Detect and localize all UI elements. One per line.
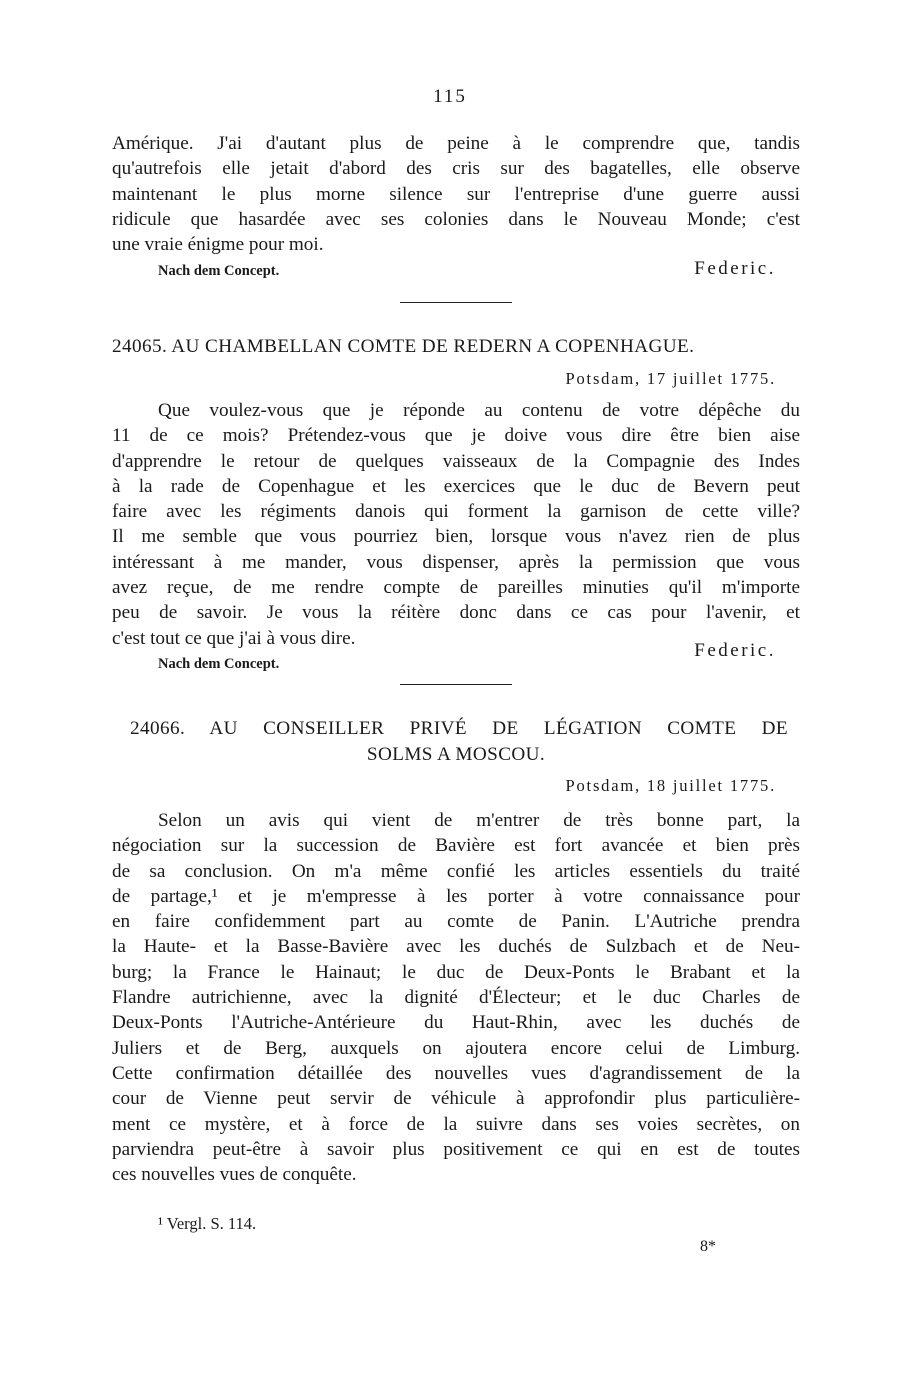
paragraph-continuation [112,131,800,257]
text-line: peu de savoir. Je vous la réitère donc dans ce cas pour l'avenir, et [112,602,800,624]
text-line: une vraie énigme pour moi. [112,234,324,256]
text-line: négociation sur la succession de Bavière est fort avancée et bien près [112,835,800,857]
text-line: la Haute- et la Basse-Bavière avec les duchés de Sulzbach et de Neu- [112,936,800,958]
signature-mark: 8* [700,1238,716,1255]
letter-body [112,808,800,1187]
footnote: ¹ Vergl. S. 114. [158,1214,257,1233]
text-line: Amérique. J'ai d'autant plus de peine à le comprendre que, tandis [112,133,800,154]
signature: Federic. [694,258,776,279]
text-line: ces nouvelles vues de conquête. [112,1164,357,1186]
text-line: qu'autrefois elle jetait d'abord des cris sur des bagatelles, elle observe [112,158,800,180]
dateline: Potsdam, 17 juillet 1775. [565,369,776,388]
text-line: à la rade de Copenhague et les exercices que le duc de Bevern peut [112,475,800,497]
source-note: Nach dem Concept. [158,263,280,279]
text-line: en faire confidemment part au comte de Panin. L'Autriche prendra [112,911,800,933]
text-line: Que voulez-vous que je réponde au contenu de votre dépêche du [158,400,800,421]
text-line: burg; la France le Hainaut; le duc de Deux-Ponts le Brabant et la [112,961,800,983]
text-line: cour de Vienne peut servir de véhicule à approfondir plus particulière- [112,1088,800,1110]
text-line: Flandre autrichienne, avec la dignité d'Électeur; et le duc Charles de [112,987,800,1009]
text-line: Deux-Ponts l'Autriche-Antérieure du Haut-Rhin, avec les duchés de [112,1012,800,1034]
text-line: ment ce mystère, et à force de la suivre dans ses voies secrètes, on [112,1113,800,1135]
letter-heading: 24065. AU CHAMBELLAN COMTE DE REDERN A COPENHAGUE. [112,336,695,357]
text-line: faire avec les régiments danois qui forment la garnison de cette ville? [112,501,800,523]
letter-heading: 24066. AU CONSEILLER PRIVÉ DE LÉGATION COMTE DE SOLMS A MOSCOU. [130,718,788,765]
text-line: maintenant le plus morne silence sur l'entreprise d'une guerre aussi [112,183,800,205]
text-line: de sa conclusion. On m'a même confié les articles essentiels du traité [112,860,800,882]
page-number: 115 [433,86,467,107]
text-line: c'est tout ce que j'ai à vous dire. [112,627,356,649]
text-line: Cette confirmation détaillée des nouvelles vues d'agrandissement de la [112,1062,800,1084]
source-note: Nach dem Concept. [158,656,280,672]
dateline: Potsdam, 18 juillet 1775. [565,776,776,795]
text-line: Il me semble que vous pourriez bien, lorsque vous n'avez rien de plus [112,526,800,548]
text-line: d'apprendre le retour de quelques vaisseaux de la Compagnie des Indes [112,450,800,472]
signature: Federic. [694,640,776,661]
text-line: ridicule que hasardée avec ses colonies dans le Nouveau Monde; c'est [112,208,800,230]
text-line: avez reçue, de me rendre compte de pareilles minuties qu'il m'importe [112,577,800,599]
divider [400,684,512,685]
text-line: Selon un avis qui vient de m'entrer de très bonne part, la [158,810,800,831]
text-line: intéressant à me mander, vous dispenser, après la permission que vous [112,551,800,573]
divider [400,302,512,303]
text-line: 11 de ce mois? Prétendez-vous que je doive vous dire être bien aise [112,425,800,447]
text-line: parviendra peut-être à savoir plus positivement ce qui en est de toutes [112,1138,800,1160]
text-line: de partage,¹ et je m'empresse à les porter à votre connaissance pour [112,885,800,907]
letter-body [112,398,800,651]
text-line: Juliers et de Berg, auxquels on ajoutera encore celui de Limburg. [112,1037,800,1059]
